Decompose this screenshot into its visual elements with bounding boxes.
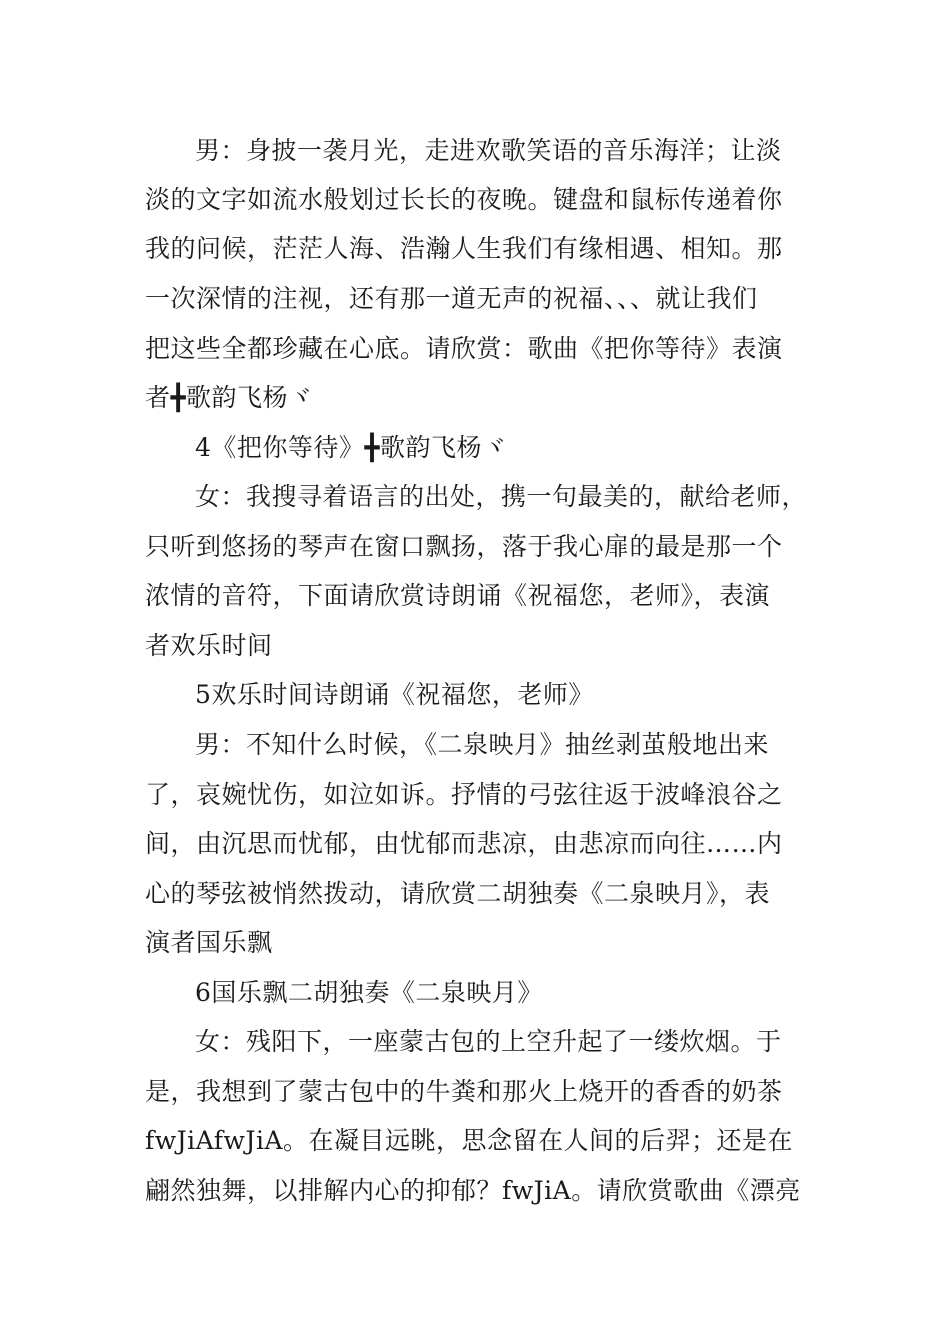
text-line: 把这些全都珍藏在心底。请欣赏：歌曲《把你等待》表演 [145, 334, 783, 363]
text-line: 翩然独舞，以排解内心的抑郁？fwJiA。请欣赏歌曲《漂亮 [145, 1176, 801, 1205]
text-line: 6国乐飘二胡独奏《二泉映月》 [195, 978, 543, 1007]
text-line: fwJiAfwJiA。在凝目远眺，思念留在人间的后羿；还是在 [145, 1126, 794, 1155]
text-line: 间，由沉思而忧郁，由忧郁而悲凉，由悲凉而向往……内 [145, 829, 783, 858]
text-line: 演者国乐飘 [145, 928, 273, 957]
text-line: 心的琴弦被悄然拨动，请欣赏二胡独奏《二泉映月》，表 [145, 879, 771, 908]
text-line: 是，我想到了蒙古包中的牛粪和那火上烧开的香香的奶茶 [145, 1077, 783, 1106]
text-line: 男：不知什么时候，《二泉映月》抽丝剥茧般地出来 [195, 730, 770, 759]
text-line: 男：身披一袭月光，走进欢歌笑语的音乐海洋；让淡 [195, 136, 782, 165]
text-line: 一次深情的注视，还有那一道无声的祝福、、、就让我们 [145, 284, 758, 313]
text-line: 女：残阳下，一座蒙古包的上空升起了一缕炊烟。于 [195, 1027, 782, 1056]
text-line: 女：我搜寻着语言的出处，携一句最美的，献给老师， [195, 482, 808, 511]
text-line: 淡的文字如流水般划过长长的夜晚。键盘和鼠标传递着你 [145, 185, 783, 214]
text-line: 者欢乐时间 [145, 631, 273, 660]
text-line: 我的问候，茫茫人海、浩瀚人生我们有缘相遇、相知。那 [145, 234, 783, 263]
text-line: 者╋歌韵飞杨ヾ [145, 383, 314, 412]
text-line: 4《把你等待》╋歌韵飞杨ヾ [195, 433, 508, 462]
text-line: 了，哀婉忧伤，如泣如诉。抒情的弓弦往返于波峰浪谷之 [145, 780, 783, 809]
text-line: 5欢乐时间诗朗诵《祝福您，老师》 [195, 680, 594, 709]
text-line: 只听到悠扬的琴声在窗口飘扬，落于我心扉的最是那一个 [145, 532, 783, 561]
text-line: 浓情的音符，下面请欣赏诗朗诵《祝福您，老师》，表演 [145, 581, 771, 610]
